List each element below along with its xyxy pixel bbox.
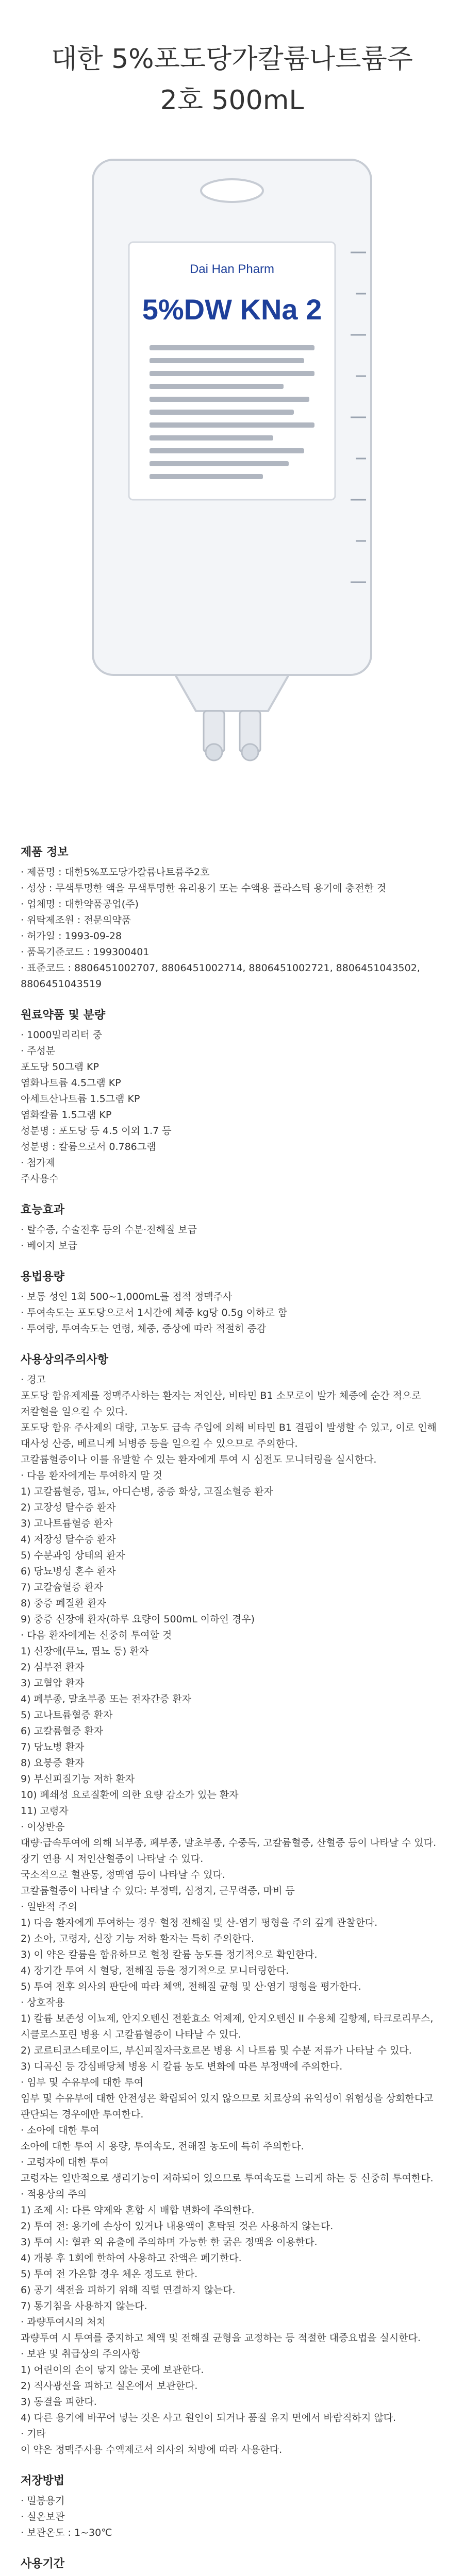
section-line: · 탈수증, 수술전후 등의 수분·전해질 보급 xyxy=(21,1224,197,1235)
section-line: 3) 고혈압 환자 xyxy=(21,1677,85,1689)
section-line: 4) 장기간 투여 시 혈당, 전해질 등을 정기적으로 모니터링한다. xyxy=(21,1965,289,1976)
section-heading: 원료약품 및 분량 xyxy=(21,1009,106,1022)
section-line: 1) 다음 환자에게 투여하는 경우 혈청 전해질 및 산-염기 평형을 주의 깊게 관찰한다. xyxy=(21,1917,378,1928)
section-line: · 위탁제조원 : 전문의약품 xyxy=(21,914,131,926)
section-line: 임부 및 수유부에 대한 안전성은 확립되어 있지 않으므로 치료상의 유익성이 위험성을 상회한다고 판단되는 경우에만 투여한다. xyxy=(21,2093,434,2120)
section-line: · 다음 환자에게는 투여하지 말 것 xyxy=(21,1470,162,1481)
section-line: · 과량투여시의 처치 xyxy=(21,2316,106,2328)
title-line-2: 2호 500mL xyxy=(160,84,304,116)
section-line: 대량·급속투여에 의해 뇌부종, 폐부종, 말초부종, 수중독, 고칼륨혈증, 산혈증 등이 나타날 수 있다. xyxy=(21,1837,437,1849)
section-line: 7) 당뇨병 환자 xyxy=(21,1741,85,1753)
section-line: 포도당 함유제제를 정맥주사하는 환자는 저인산, 비타민 B1 소모로이 발가 체증에 순간 적으로 저칼혈을 일으킬 수 있다. xyxy=(21,1390,421,1417)
section-line: 염화칼륨 1.5그램 KP xyxy=(21,1109,112,1121)
section-line: 6) 공기 색전을 피하기 위해 직렬 연결하지 않는다. xyxy=(21,2284,236,2296)
info-section xyxy=(21,845,443,992)
section-line: · 표준코드 : 8806451002707, 8806451002714, 8806451002721, 8806451043502, 8806451043519 xyxy=(21,962,420,990)
section-line: 고칼륨혈증이 나타날 수 있다: 부정맥, 심정지, 근무력증, 마비 등 xyxy=(21,1885,295,1896)
info-section xyxy=(21,1269,443,1337)
section-line: 11) 고령자 xyxy=(21,1805,69,1817)
section-line: · 경고 xyxy=(21,1374,46,1385)
bag-brand: Dai Han Pharm xyxy=(189,262,275,276)
section-line: 3) 이 약은 칼륨을 함유하므로 혈청 칼륨 농도를 정기적으로 확인한다. xyxy=(21,1949,318,1960)
section-line: 성분명 : 포도당 등 4.5 이외 1.7 등 xyxy=(21,1125,172,1137)
section-line: 4) 저장성 탈수증 환자 xyxy=(21,1534,116,1545)
section-line: 3) 동결을 피한다. xyxy=(21,2396,97,2408)
section-heading: 사용상의주의사항 xyxy=(21,1353,109,1366)
section-line: · 업체명 : 대한약품공업(주) xyxy=(21,899,139,910)
section-line: 2) 심부전 환자 xyxy=(21,1662,85,1673)
section-line: · 보관 및 취급상의 주의사항 xyxy=(21,2348,141,2360)
section-line: · 임부 및 수유부에 대한 투여 xyxy=(21,2077,144,2088)
section-line: 고칼륨혈증이나 이를 유발할 수 있는 환자에게 투여 시 심전도 모니터링을 실시한다. xyxy=(21,1454,377,1465)
page-title xyxy=(0,39,464,121)
section-line: 고령자는 일반적으로 생리기능이 저하되어 있으므로 투여속도를 느리게 하는 등 신중히 투여한다. xyxy=(21,2173,434,2184)
section-line: 포도당 50그램 KP xyxy=(21,1061,99,1073)
section-line: 2) 코르티코스테로이드, 부신피질자극호르몬 병용 시 나트륨 및 수분 저류가 나타날 수 있다. xyxy=(21,2045,412,2056)
section-line: · 성상 : 무색투명한 액을 무색투명한 유리용기 또는 수액용 플라스틱 용기에 충전한 것 xyxy=(21,883,386,894)
section-line: 4) 다른 용기에 바꾸어 넣는 것은 사고 원인이 되거나 품질 유지 면에서 바람직하지 않다. xyxy=(21,2412,396,2424)
section-heading: 사용기간 xyxy=(21,2557,65,2570)
product-info xyxy=(21,845,443,2576)
section-line: · 투여량, 투여속도는 연령, 체중, 증상에 따라 적절히 증감 xyxy=(21,1323,267,1334)
section-line: 1) 어린이의 손이 닿지 않는 곳에 보관한다. xyxy=(21,2364,204,2376)
section-line: 1) 고칼륨혈증, 핍뇨, 아디슨병, 중증 화상, 고질소혈증 환자 xyxy=(21,1486,273,1497)
section-line: · 고령자에 대한 투여 xyxy=(21,2157,109,2168)
section-line: · 허가일 : 1993-09-28 xyxy=(21,930,122,942)
section-line: · 1000밀리리터 중 xyxy=(21,1029,103,1041)
port-cap-right xyxy=(242,744,258,760)
section-line: 3) 디곡신 등 강심배당체 병용 시 칼륨 농도 변화에 따른 부정맥에 주의한다. xyxy=(21,2061,343,2072)
title-line-1: 대한 5%포도당가칼륨나트륨주 xyxy=(51,43,413,75)
section-heading: 효능효과 xyxy=(21,1204,65,1216)
section-line: · 적용상의 주의 xyxy=(21,2189,87,2200)
info-section xyxy=(21,1202,443,1254)
bag-neck xyxy=(175,675,289,711)
section-line: 5) 고나트륨혈증 환자 xyxy=(21,1709,113,1721)
section-heading: 용법용량 xyxy=(21,1270,65,1283)
section-line: 1) 조제 시: 다른 약제와 혼합 시 배합 변화에 주의한다. xyxy=(21,2205,255,2216)
section-line: · 주성분 xyxy=(21,1045,56,1057)
section-line: 6) 당뇨병성 혼수 환자 xyxy=(21,1566,116,1577)
info-section xyxy=(21,2473,443,2541)
section-line: 2) 고장성 탈수증 환자 xyxy=(21,1502,116,1513)
section-line: 염화나트륨 4.5그램 KP xyxy=(21,1077,121,1089)
section-line: · 다음 환자에게는 신중히 투여할 것 xyxy=(21,1630,172,1641)
section-line: 4) 폐부종, 말초부종 또는 전자간증 환자 xyxy=(21,1693,192,1705)
section-line: · 제품명 : 대한5%포도당가칼륨나트륨주2호 xyxy=(21,867,210,878)
section-line: 장기 연용 시 저인산혈증이 나타날 수 있다. xyxy=(21,1853,204,1865)
section-line: · 투여속도는 포도당으로서 1시간에 체중 kg당 0.5g 이하로 함 xyxy=(21,1307,288,1318)
section-line: 2) 투여 전: 용기에 손상이 있거나 내용액이 혼탁된 것은 사용하지 않는다. xyxy=(21,2221,334,2232)
section-line: 성분명 : 칼륨으로서 0.786그램 xyxy=(21,1141,156,1153)
info-section xyxy=(21,1352,443,2458)
section-line: · 보통 성인 1회 500~1,000mL를 점적 정맥주사 xyxy=(21,1291,233,1302)
section-line: 소아에 대한 투여 시 용량, 투여속도, 전해질 농도에 특히 주의한다. xyxy=(21,2141,304,2152)
port-cap-left xyxy=(206,744,222,760)
section-line: 주사용수 xyxy=(21,1173,59,1184)
section-line: · 품목기준코드 : 199300401 xyxy=(21,946,150,958)
section-line: 3) 고나트륨혈증 환자 xyxy=(21,1518,113,1529)
section-line: · 첨가제 xyxy=(21,1157,56,1168)
info-section xyxy=(21,2556,443,2576)
section-heading: 저장방법 xyxy=(21,2475,65,2487)
section-line: 아세트산나트륨 1.5그램 KP xyxy=(21,1093,140,1105)
section-line: 5) 투여 전후 의사의 판단에 따라 체액, 전해질 균형 및 산·염기 평형을 평가한다. xyxy=(21,1981,361,1992)
iv-bag-illustration xyxy=(72,149,392,768)
section-line: 2) 직사광선을 피하고 실온에서 보관한다. xyxy=(21,2380,198,2392)
section-line: 3) 투여 시: 혈관 외 유출에 주의하며 가능한 한 굵은 정맥을 이용한다. xyxy=(21,2236,318,2248)
section-line: · 베이지 보급 xyxy=(21,1240,77,1251)
info-section xyxy=(21,1008,443,1187)
section-line: 9) 부신피질기능 저하 환자 xyxy=(21,1773,135,1785)
section-line: 8) 요붕증 환자 xyxy=(21,1757,85,1769)
section-line: 10) 폐쇄성 요로질환에 의한 요량 감소가 있는 환자 xyxy=(21,1789,239,1801)
section-line: 과량투여 시 투여를 중지하고 체액 및 전해질 균형을 교정하는 등 적절한 대증요법을 실시한다. xyxy=(21,2332,421,2344)
section-line: 7) 통기침을 사용하지 않는다. xyxy=(21,2300,147,2312)
section-line: 5) 투여 전 가온할 경우 체온 정도로 한다. xyxy=(21,2268,198,2280)
section-line: 5) 수분과잉 상태의 환자 xyxy=(21,1550,125,1561)
section-line: · 이상반응 xyxy=(21,1821,65,1833)
section-line: 국소적으로 혈관통, 정맥염 등이 나타날 수 있다. xyxy=(21,1869,226,1880)
section-line: 포도당 함유 주사제의 대량, 고농도 급속 주입에 의해 비타민 B1 결핍이 발생할 수 있고, 이로 인해 대사성 산증, 베르니케 뇌병증 등을 일으킬 수 있으므로 주의한다. xyxy=(21,1422,437,1449)
section-line: 6) 고칼륨혈증 환자 xyxy=(21,1725,104,1737)
section-line: 9) 중증 신장애 환자(하루 요량이 500mL 이하인 경우) xyxy=(21,1614,255,1625)
section-line: 7) 고칼슘혈증 환자 xyxy=(21,1582,104,1593)
section-line: · 상호작용 xyxy=(21,1997,65,2008)
bag-name: 5%DW KNa 2 xyxy=(142,293,322,326)
section-line: · 일반적 주의 xyxy=(21,1901,77,1912)
section-heading: 제품 정보 xyxy=(21,846,69,859)
section-line: · 실온보관 xyxy=(21,2511,65,2522)
hanger-hole xyxy=(201,179,263,202)
section-line: 2) 소아, 고령자, 신장 기능 저하 환자는 특히 주의한다. xyxy=(21,1933,255,1944)
section-line: 이 약은 정맥주사용 수액제로서 의사의 처방에 따라 사용한다. xyxy=(21,2444,283,2455)
section-line: 1) 신장애(무뇨, 핍뇨 등) 환자 xyxy=(21,1646,149,1657)
product-image xyxy=(41,134,423,783)
section-line: · 밀봉용기 xyxy=(21,2495,65,2506)
section-line: · 소아에 대한 투여 xyxy=(21,2125,100,2136)
section-line: · 기타 xyxy=(21,2428,46,2439)
section-line: · 보관온도 : 1~30℃ xyxy=(21,2527,112,2538)
section-line: 4) 개봉 후 1회에 한하여 사용하고 잔액은 폐기한다. xyxy=(21,2252,242,2264)
section-line: 8) 중증 폐질환 환자 xyxy=(21,1598,107,1609)
section-line: 1) 칼륨 보존성 이뇨제, 안지오텐신 전환효소 억제제, 안지오텐신 II 수용체 길항제, 타크로리무스, 시클로스포린 병용 시 고칼륨혈증이 나타날 수 있다. xyxy=(21,2013,434,2040)
